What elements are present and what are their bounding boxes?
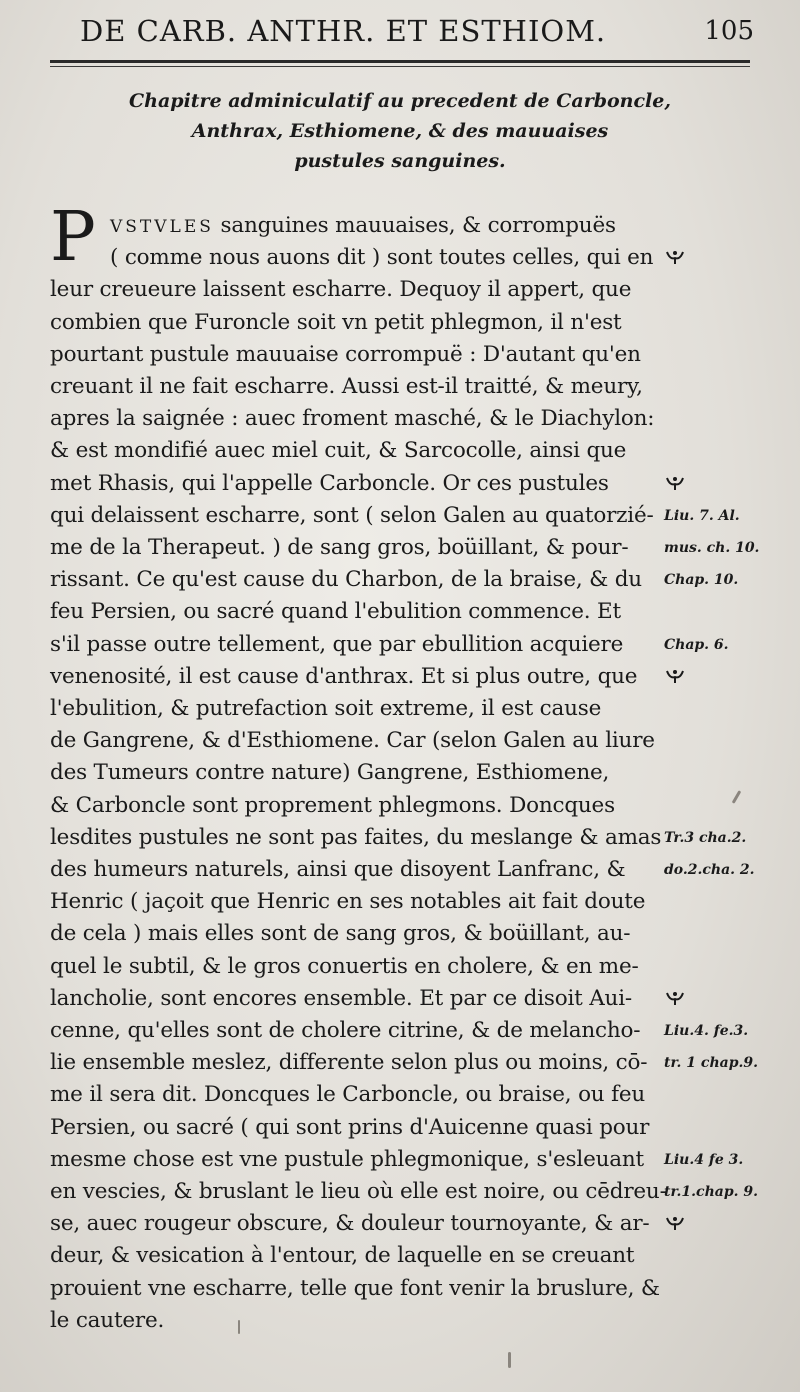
text-line: s'il passe outre tellement, que par ebullition acquiere: [50, 631, 624, 657]
text-line: qui delaissent escharre, sont ( selon Galen au quatorzié-: [50, 502, 654, 528]
text-line: combien que Furoncle soit vn petit phlegmon, il n'est: [50, 309, 622, 335]
text-line: venenosité, il est cause d'anthrax. Et si plus outre, que: [50, 663, 638, 689]
chapter-title-line: pustules sanguines.: [294, 150, 506, 172]
text-line: de Gangrene, & d'Esthiomene. Car (selon Galen au liure: [50, 728, 655, 754]
text-line: me de la Therapeut. ) de sang gros, boüillant, & pour-: [50, 535, 629, 560]
margin-note: Liu.4. fe.3.: [664, 1023, 749, 1039]
text-line-first: [110, 210, 616, 242]
header-rule: [50, 60, 750, 63]
margin-note: Liu.4 fe 3.: [664, 1151, 744, 1168]
text-line: leur creueure laissent escharre. Dequoy il appert, que: [50, 277, 632, 303]
text-line: mesme chose est vne pustule phlegmonique, s'esleuant: [50, 1146, 644, 1172]
text-line: ( comme nous auons dit ) sont toutes celles, qui en: [110, 245, 654, 271]
text-line: creuant il ne fait escharre. Aussi est-il traitté, & meury,: [50, 374, 643, 399]
page-header: [60, 14, 760, 54]
margin-note: do.2.cha. 2.: [664, 862, 755, 878]
margin-note: Chap. 10.: [664, 572, 739, 589]
first-line-rest: sanguines mauuaises, & corrompuës: [213, 213, 616, 238]
margin-note: tr. 1 chap.9.: [664, 1055, 758, 1072]
text-line: se, auec rougeur obscure, & douleur tournoyante, & ar-: [50, 1211, 650, 1237]
fleuron-icon: [664, 989, 686, 1007]
drop-cap: P: [50, 198, 96, 277]
margin-note: Tr.3 cha.2.: [664, 829, 747, 846]
text-line: rissant. Ce qu'est cause du Charbon, de la braise, & du: [50, 567, 642, 593]
first-word-rest: VSTVLES: [110, 217, 214, 237]
margin-note: Liu. 7. Al.: [664, 507, 740, 524]
margin-note: Chap. 6.: [664, 636, 729, 653]
margin-note: mus. ch. 10.: [664, 540, 760, 556]
text-line: lesdites pustules ne sont pas faites, du meslange & amas: [50, 824, 662, 850]
text-line: me il sera dit. Doncques le Carboncle, ou braise, ou feu: [50, 1082, 646, 1108]
text-line: lie ensemble meslez, differente selon plus ou moins, cō-: [50, 1050, 648, 1076]
paper-speck: [508, 1352, 511, 1368]
margin-note: tr.1.chap. 9.: [664, 1184, 758, 1200]
text-line: deur, & vesication à l'entour, de laquelle en se creuant: [50, 1243, 635, 1269]
running-head: DE CARB. ANTHR. ET ESTHIOM.: [80, 14, 607, 48]
fleuron-icon: [664, 248, 686, 266]
text-line: le cautere.: [50, 1307, 165, 1333]
text-line: de cela ) mais elles sont de sang gros, & boüillant, au-: [50, 921, 631, 947]
chapter-title-line: Anthrax, Esthiomene, & des mauuaises: [191, 120, 609, 142]
text-line: cenne, qu'elles sont de cholere citrine, & de melancho-: [50, 1018, 641, 1043]
text-line: l'ebulition, & putrefaction soit extreme, il est cause: [50, 696, 602, 721]
paper-speck: [238, 1320, 240, 1334]
text-line: Persien, ou sacré ( qui sont prins d'Auicenne quasi pour: [50, 1114, 650, 1140]
text-line: des humeurs naturels, ainsi que disoyent Lanfranc, &: [50, 857, 626, 882]
text-line: des Tumeurs contre nature) Gangrene, Esthiomene,: [50, 760, 610, 786]
text-line: en vescies, & bruslant le lieu où elle est noire, ou cēdreu-: [50, 1179, 667, 1204]
text-line: prouient vne escharre, telle que font venir la bruslure, &: [50, 1275, 660, 1301]
text-line: met Rhasis, qui l'appelle Carboncle. Or ces pustules: [50, 470, 609, 496]
text-line: feu Persien, ou sacré quand l'ebulition commence. Et: [50, 599, 621, 625]
text-line: & est mondifié auec miel cuit, & Sarcocolle, ainsi que: [50, 438, 627, 464]
fleuron-icon: [664, 667, 686, 685]
text-line: & Carboncle sont proprement phlegmons. Doncques: [50, 792, 615, 818]
page-number: 105: [704, 16, 754, 46]
chapter-title: [80, 86, 720, 176]
text-line: lancholie, sont encores ensemble. Et par ce disoit Aui-: [50, 985, 632, 1011]
text-line: apres la saignée : auec froment masché, & le Diachylon:: [50, 406, 655, 432]
text-line: Henric ( jaçoit que Henric en ses notables ait fait doute: [50, 889, 646, 915]
fleuron-icon: [664, 474, 686, 492]
text-line: quel le subtil, & le gros conuertis en cholere, & en me-: [50, 953, 639, 979]
paper-speck: [732, 790, 742, 804]
text-line: pourtant pustule mauuaise corrompuë : D'autant qu'en: [50, 341, 641, 367]
chapter-title-line: Chapitre adminiculatif au precedent de Carboncle,: [129, 90, 671, 112]
header-rule-thin: [50, 66, 750, 67]
fleuron-icon: [664, 1214, 686, 1232]
